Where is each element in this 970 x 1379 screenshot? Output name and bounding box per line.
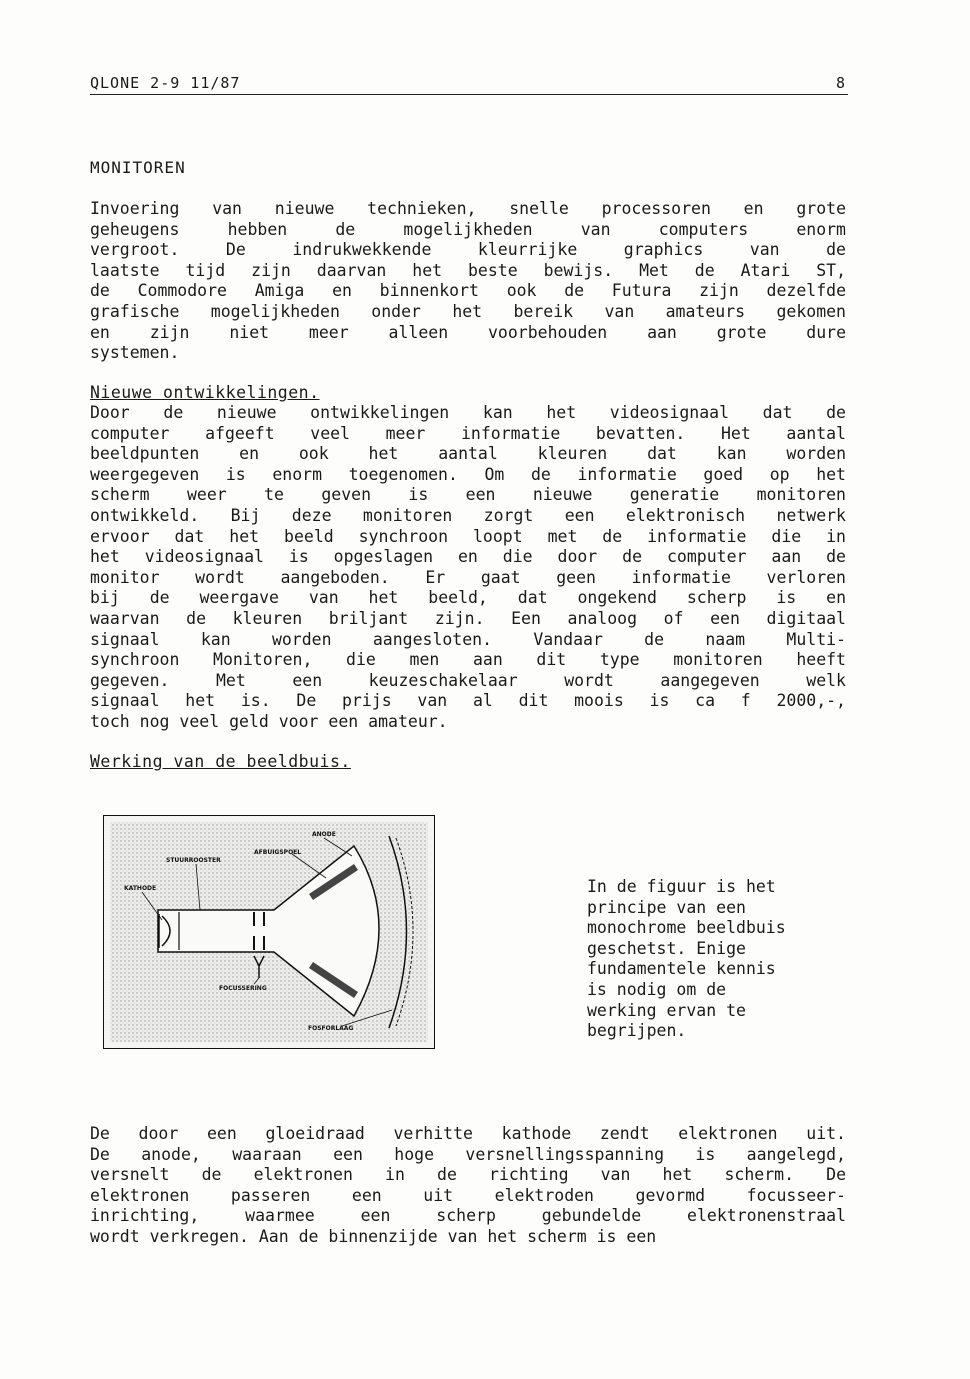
text-line: waarvan de kleuren briljant zijn. Een analoog of een digitaal: [90, 608, 846, 628]
caption-line: fundamentele kennis: [587, 959, 776, 979]
text-line: elektronen passeren een uit elektroden gevormd focusseer-: [90, 1185, 846, 1205]
label-fosforlaag: FOSFORLAAG: [308, 1025, 354, 1032]
text-line: Invoering van nieuwe technieken, snelle processoren en grote: [90, 199, 846, 218]
caption-line: geschetst. Enige: [587, 938, 746, 958]
text-line: vergroot. De indrukwekkende kleurrijke graphics van de: [90, 240, 846, 260]
text-line: De door een gloeidraad verhitte kathode zendt elektronen uit.: [90, 1124, 846, 1143]
label-afbuigspoel: AFBUIGSPOEL: [254, 849, 302, 856]
article-title: MONITOREN: [90, 158, 186, 177]
figure-caption: [587, 877, 837, 1042]
text-line: de Commodore Amiga en binnenkort ook de Futura zijn dezelfde: [90, 281, 846, 301]
text-line: gegeven. Met een keuzeschakelaar wordt aangegeven welk: [90, 670, 846, 690]
caption-line: monochrome beeldbuis: [587, 918, 786, 938]
section2-paragraph: [90, 1124, 846, 1248]
label-focussering: FOCUSSERING: [219, 985, 267, 992]
text-line: het videosignaal is opgeslagen en die door de computer aan de: [90, 547, 846, 567]
caption-line: is nodig om de: [587, 979, 727, 999]
intro-paragraph: [90, 199, 846, 364]
text-line: synchroon Monitoren, die men aan dit type monitoren heeft: [90, 650, 846, 670]
section-heading-nieuwe: Nieuwe ontwikkelingen.: [90, 383, 320, 402]
text-line: en zijn niet meer alleen voorbehouden aan grote dure: [90, 322, 846, 342]
text-line: toch nog veel geld voor een amateur.: [90, 711, 448, 731]
label-kathode: KATHODE: [124, 885, 157, 892]
page-number: 8: [835, 74, 846, 92]
caption-line: In de figuur is het: [587, 877, 776, 896]
text-line: grafische mogelijkheden onder het bereik van amateurs gekomen: [90, 301, 846, 321]
text-line: weergegeven is enorm toegenomen. Om de informatie goed op het: [90, 464, 846, 484]
text-line: scherm weer te geven is een nieuwe generatie monitoren: [90, 485, 846, 505]
text-line: wordt verkregen. Aan de binnenzijde van het scherm is een: [90, 1226, 657, 1246]
crt-diagram: [103, 815, 435, 1049]
label-anode: ANODE: [312, 831, 336, 838]
text-line: geheugens hebben de mogelijkheden van computers enorm: [90, 219, 846, 239]
caption-line: principe van een: [587, 897, 746, 917]
text-line: Door de nieuwe ontwikkelingen kan het videosignaal dat de: [90, 403, 846, 422]
page-header: [90, 74, 848, 95]
caption-line: werking ervan te: [587, 1000, 746, 1020]
text-line: signaal het is. De prijs van al dit moois is ca f 2000,-,: [90, 691, 846, 711]
text-line: ontwikkeld. Bij deze monitoren zorgt een elektronisch netwerk: [90, 505, 846, 525]
text-line: signaal kan worden aangesloten. Vandaar de naam Multi-: [90, 629, 846, 649]
caption-line: begrijpen.: [587, 1021, 687, 1041]
text-line: bij de weergave van het beeld, dat ongekend scherp is en: [90, 588, 846, 608]
text-line: computer afgeeft veel meer informatie bevatten. Het aantal: [90, 423, 846, 443]
crt-diagram-svg: [104, 816, 434, 1048]
text-line: systemen.: [90, 343, 180, 363]
text-line: laatste tijd zijn daarvan het beste bewijs. Met de Atari ST,: [90, 260, 846, 280]
text-line: ervoor dat het beeld synchroon loopt met de informatie die in: [90, 526, 846, 546]
label-stuurrooster: STUURROOSTER: [166, 857, 221, 864]
section1-paragraph: [90, 403, 846, 733]
text-line: monitor wordt aangeboden. Er gaat geen informatie verloren: [90, 567, 846, 587]
issue-label: QLONE 2-9 11/87: [90, 74, 241, 92]
text-line: inrichting, waarmee een scherp gebundelde elektronenstraal: [90, 1206, 846, 1226]
text-line: versnelt de elektronen in de richting van het scherm. De: [90, 1165, 846, 1185]
text-line: beeldpunten en ook het aantal kleuren dat kan worden: [90, 444, 846, 464]
section-heading-werking: Werking van de beeldbuis.: [90, 752, 351, 771]
text-line: De anode, waaraan een hoge versnellingsspanning is aangelegd,: [90, 1144, 846, 1164]
